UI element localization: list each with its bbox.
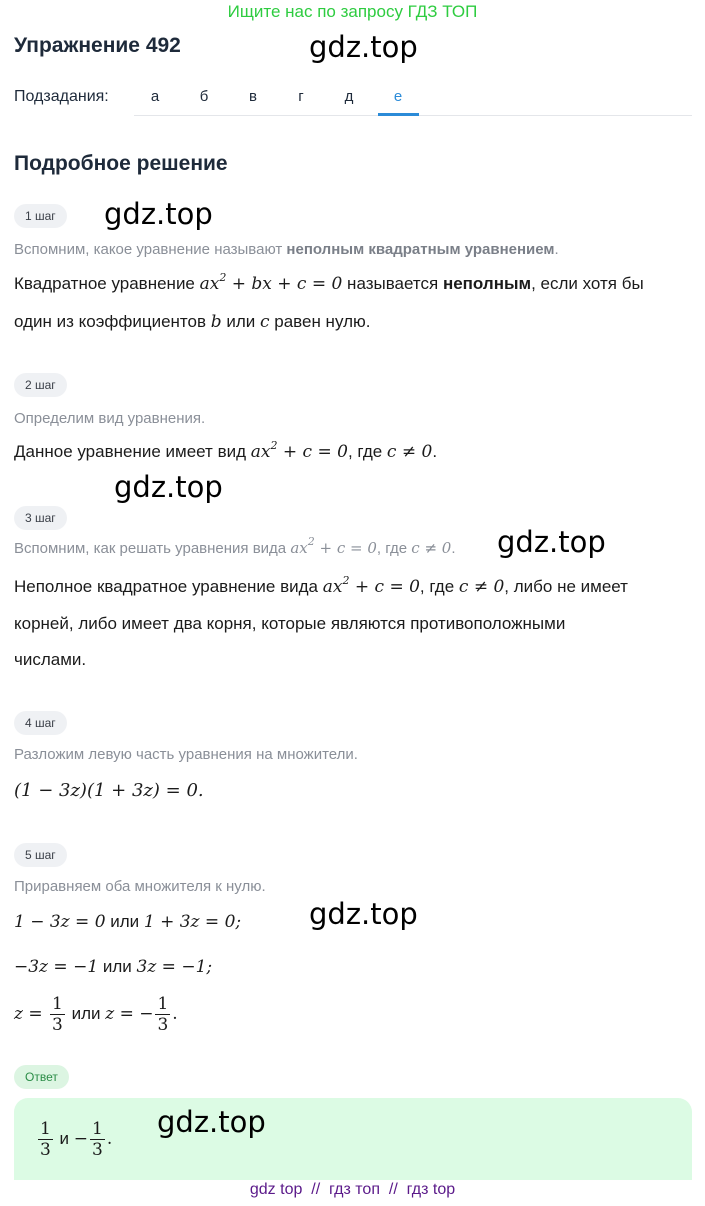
step-1-badge: 1 шаг bbox=[14, 204, 67, 228]
section-title: Подробное решение bbox=[14, 152, 228, 175]
step-1-hint: Вспомним, какое уравнение называют неполным квадратным уравнением. bbox=[14, 241, 559, 258]
tab-subtask-g[interactable]: г bbox=[298, 88, 304, 105]
watermark: gdz.top bbox=[114, 470, 223, 504]
watermark: gdz.top bbox=[309, 30, 418, 64]
watermark: gdz.top bbox=[104, 197, 213, 231]
fraction: $\frac{1}{3}$ bbox=[92, 1119, 103, 1160]
step-4-badge: 4 шаг bbox=[14, 711, 67, 735]
step-5-hint: Приравняем оба множителя к нулю. bbox=[14, 878, 266, 895]
footer-links: gdz top // гдз топ // гдз top bbox=[249, 1181, 456, 1198]
step-5-badge: 5 шаг bbox=[14, 843, 67, 867]
fraction: $\frac{1}{3}$ bbox=[157, 994, 169, 1035]
step-3-line-3: числами. bbox=[14, 650, 87, 669]
step-2-hint: Определим вид уравнения. bbox=[14, 410, 206, 427]
step-4-hint: Разложим левую часть уравнения на множители. bbox=[14, 746, 358, 763]
page-title: Упражнение 492 bbox=[14, 34, 181, 57]
step-5-line-1: 1 − 3z = 0 или 1 + 3z = 0; bbox=[14, 912, 242, 932]
fraction: $\frac{1}{3}$ bbox=[40, 1119, 51, 1160]
answer-badge: Ответ bbox=[14, 1065, 69, 1089]
tab-subtask-d[interactable]: д bbox=[344, 88, 354, 105]
top-banner: Ищите нас по запросу ГДЗ ТОП bbox=[227, 2, 478, 21]
step-3-badge: 3 шаг bbox=[14, 506, 67, 530]
step-3-line-1: Неполное квадратное уравнение вида $ax^2 + c = 0$, где c ≠ 0, либо не имеет bbox=[14, 574, 628, 597]
active-tab-indicator bbox=[378, 113, 419, 116]
step-1-line-1: Квадратное уравнение $ax^2$ + bx + c = 0 называется неполным, если хотя бы bbox=[14, 271, 644, 294]
step-4-equation: (1 − 3z)(1 + 3z) = 0. bbox=[14, 780, 204, 801]
watermark: gdz.top bbox=[309, 897, 418, 931]
step-3-hint: Вспомним, как решать уравнения вида $ax^2 + c = 0$, где c ≠ 0. bbox=[14, 535, 456, 557]
step-5-line-2: −3z = −1 или 3z = −1; bbox=[14, 957, 213, 977]
step-5-line-3: z = $\frac{1}{3}$ или z = − $\frac{1}{3}$ . bbox=[14, 994, 178, 1035]
step-2-badge: 2 шаг bbox=[14, 373, 67, 397]
tab-subtask-v[interactable]: в bbox=[249, 88, 257, 105]
step-1-line-2: один из коэффициентов b или c равен нулю. bbox=[14, 312, 371, 332]
fraction: $\frac{1}{3}$ bbox=[52, 994, 63, 1035]
tab-subtask-e[interactable]: е bbox=[393, 88, 403, 105]
step-3-line-2: корней, либо имеет два корня, которые являются противоположными bbox=[14, 614, 566, 633]
watermark: gdz.top bbox=[497, 525, 606, 559]
answer-box bbox=[14, 1098, 692, 1180]
tab-subtask-a[interactable]: а bbox=[150, 88, 160, 105]
subtasks-label: Подзадания: bbox=[14, 88, 109, 105]
answer-value: $\frac{1}{3}$ и − $\frac{1}{3}$ . bbox=[40, 1119, 113, 1160]
tab-subtask-b[interactable]: б bbox=[199, 88, 209, 105]
step-2-line-1: Данное уравнение имеет вид $ax^2 + c = 0$, где c ≠ 0. bbox=[14, 439, 438, 462]
watermark: gdz.top bbox=[157, 1105, 266, 1139]
